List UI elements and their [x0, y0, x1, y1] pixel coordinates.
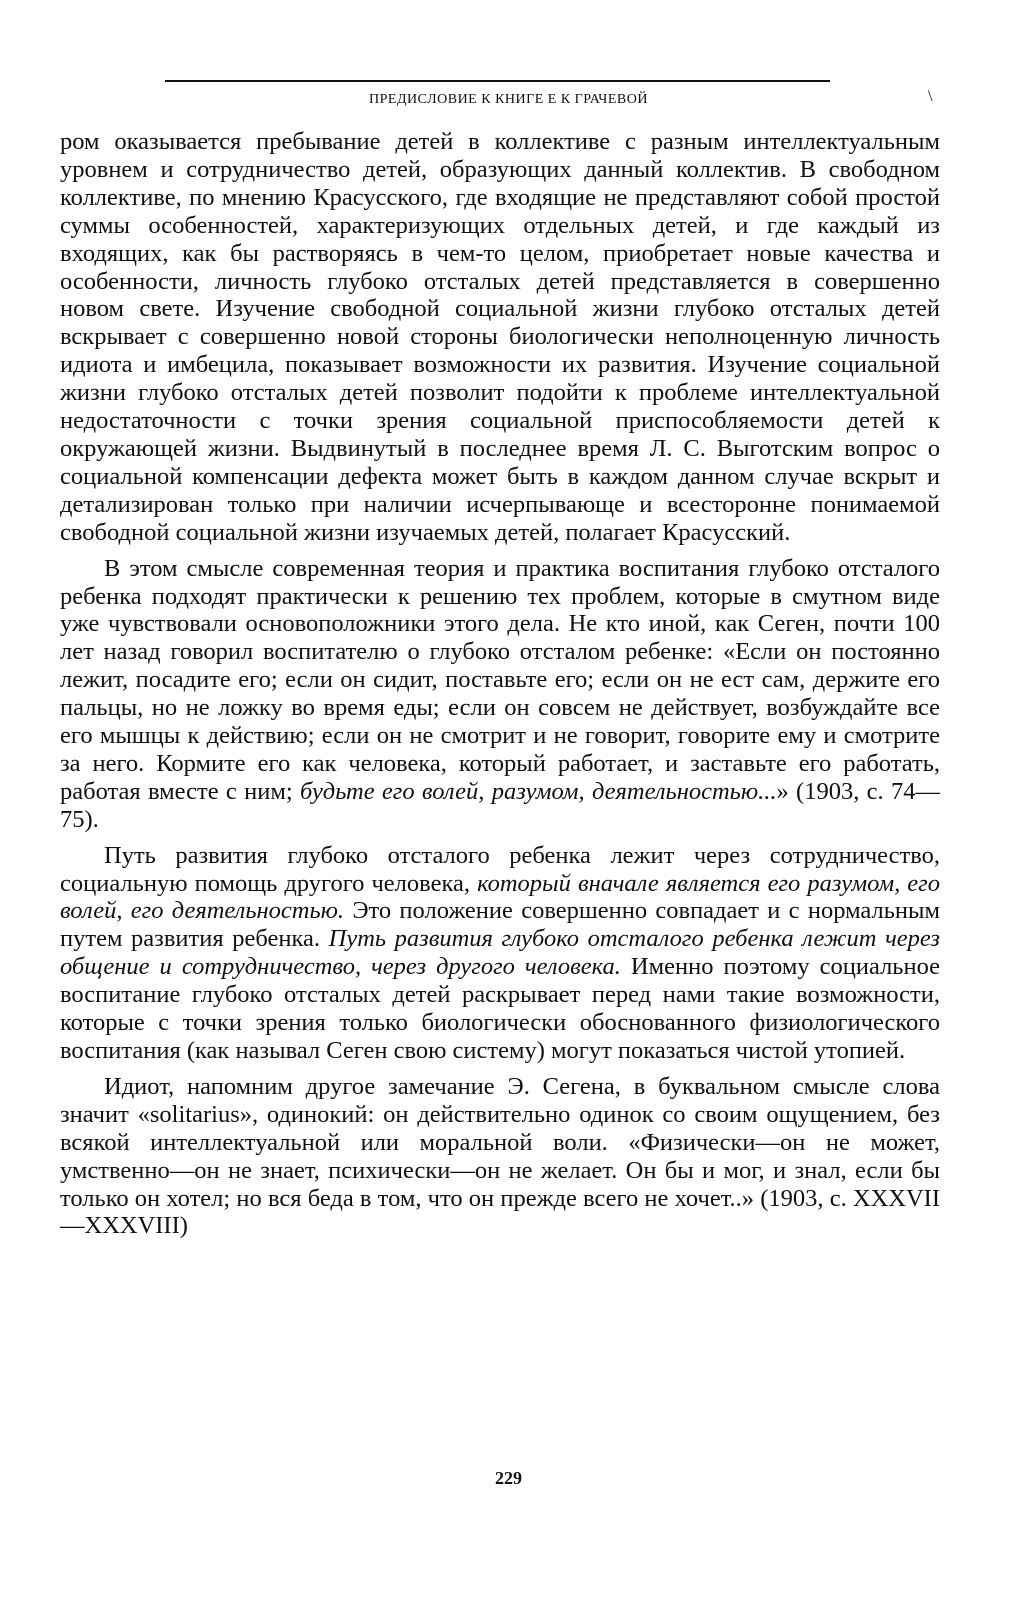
paragraph — [60, 1073, 940, 1240]
text-run: Это положение совершенно совпадает и с нормальным путем развития ребенка. — [60, 897, 940, 953]
header-rule — [165, 80, 830, 82]
body-text — [60, 128, 940, 1240]
italic-text: будьте его волей, разумом, деятельностью... — [300, 777, 777, 805]
paragraph — [60, 842, 940, 1065]
page-number: 229 — [495, 1468, 522, 1488]
paragraph — [60, 128, 940, 547]
text-run: Именно поэтому социальное воспитание глубоко отсталых детей раскрывает перед нами такие возможности, которые с точки зрения только биологически обоснованного физиологического воспитания (как называл Сеген свою систему) могут показаться чистой утопией. — [60, 953, 940, 1064]
text-run: » (1903, с. 74—75). — [60, 777, 940, 833]
text-run: Путь развития глубоко отсталого ребенка лежит через сотрудничество, социальную помощь другого человека, — [60, 841, 940, 897]
paragraph — [60, 555, 940, 834]
italic-text: который вначале является его разумом, его волей, его деятельностью. — [60, 869, 940, 925]
italic-text: Путь развития глубоко отсталого ребенка лежит через общение и сотрудничество, через другого человека. — [60, 925, 940, 981]
text-run: ром оказывается пребывание детей в коллективе с разным интеллектуальным уровнем и сотрудничество детей, образующих данный коллектив. В свободном коллективе, по мнению Красусского, где входящие не представляют собой простой суммы особенностей, характеризующих отдельных детей, и где каждый из входящих, как бы растворяясь в чем-то целом, приобретает новые качества и особенности, личность глубоко отсталых детей представляется в совершенно новом свете. Изучение свободной социальной жизни глубоко отсталых детей вскрывает с совершенно новой стороны биологически неполноценную личность идиота и имбецила, показывает возможности их развития. Изучение социальной жизни глубоко отсталых детей позволит подойти к проблеме интеллектуальной недостаточности с точки зрения социальной приспособляемости детей к окружающей жизни. Выдвинутый в последнее время Л. С. Выготским вопрос о социальной компенсации дефекта может быть в каждом данном случае вскрыт и детализирован только при наличии исчерпывающе и всесторонне понимаемой свободной социальной жизни изучаемых детей, полагает Красусский. — [60, 128, 940, 546]
text-run: В этом смысле современная теория и практика воспитания глубоко отсталого ребенка подходят практически к решению тех проблем, которые в смутном виде уже чувствовали основоположники этого дела. Не кто иной, как Сеген, почти 100 лет назад говорил воспитателю о глубоко отсталом ребенке: «Если он постоянно лежит, посадите его; если он сидит, поставьте его; если он не ест сам, держите его пальцы, но не ложку во время еды; если он совсем не действует, возбуждайте все его мышцы к действию; если он не смотрит и не говорит, говорите ему и смотрите за него. Кормите его как человека, который работает, и заставьте его работать, работая вместе с ним; — [60, 554, 940, 805]
header-mark: \ — [928, 88, 933, 105]
text-run: Идиот, напомним другое замечание Э. Сегена, в буквальном смысле слова значит «solitarius», одинокий: он действительно одинок со своим ощущением, без всякой интеллектуальной или моральной воли. «Физически—он не может, умственно—он не знает, психически—он не желает. Он бы и мог, и знал, если бы только он хотел; но вся беда в том, что он прежде всего не хочет..» (1903, с. XXXVII—XXXVIII) — [60, 1072, 940, 1240]
running-header: ПРЕДИСЛОВИЕ К КНИГЕ Е К ГРАЧЕВОЙ — [369, 92, 648, 107]
